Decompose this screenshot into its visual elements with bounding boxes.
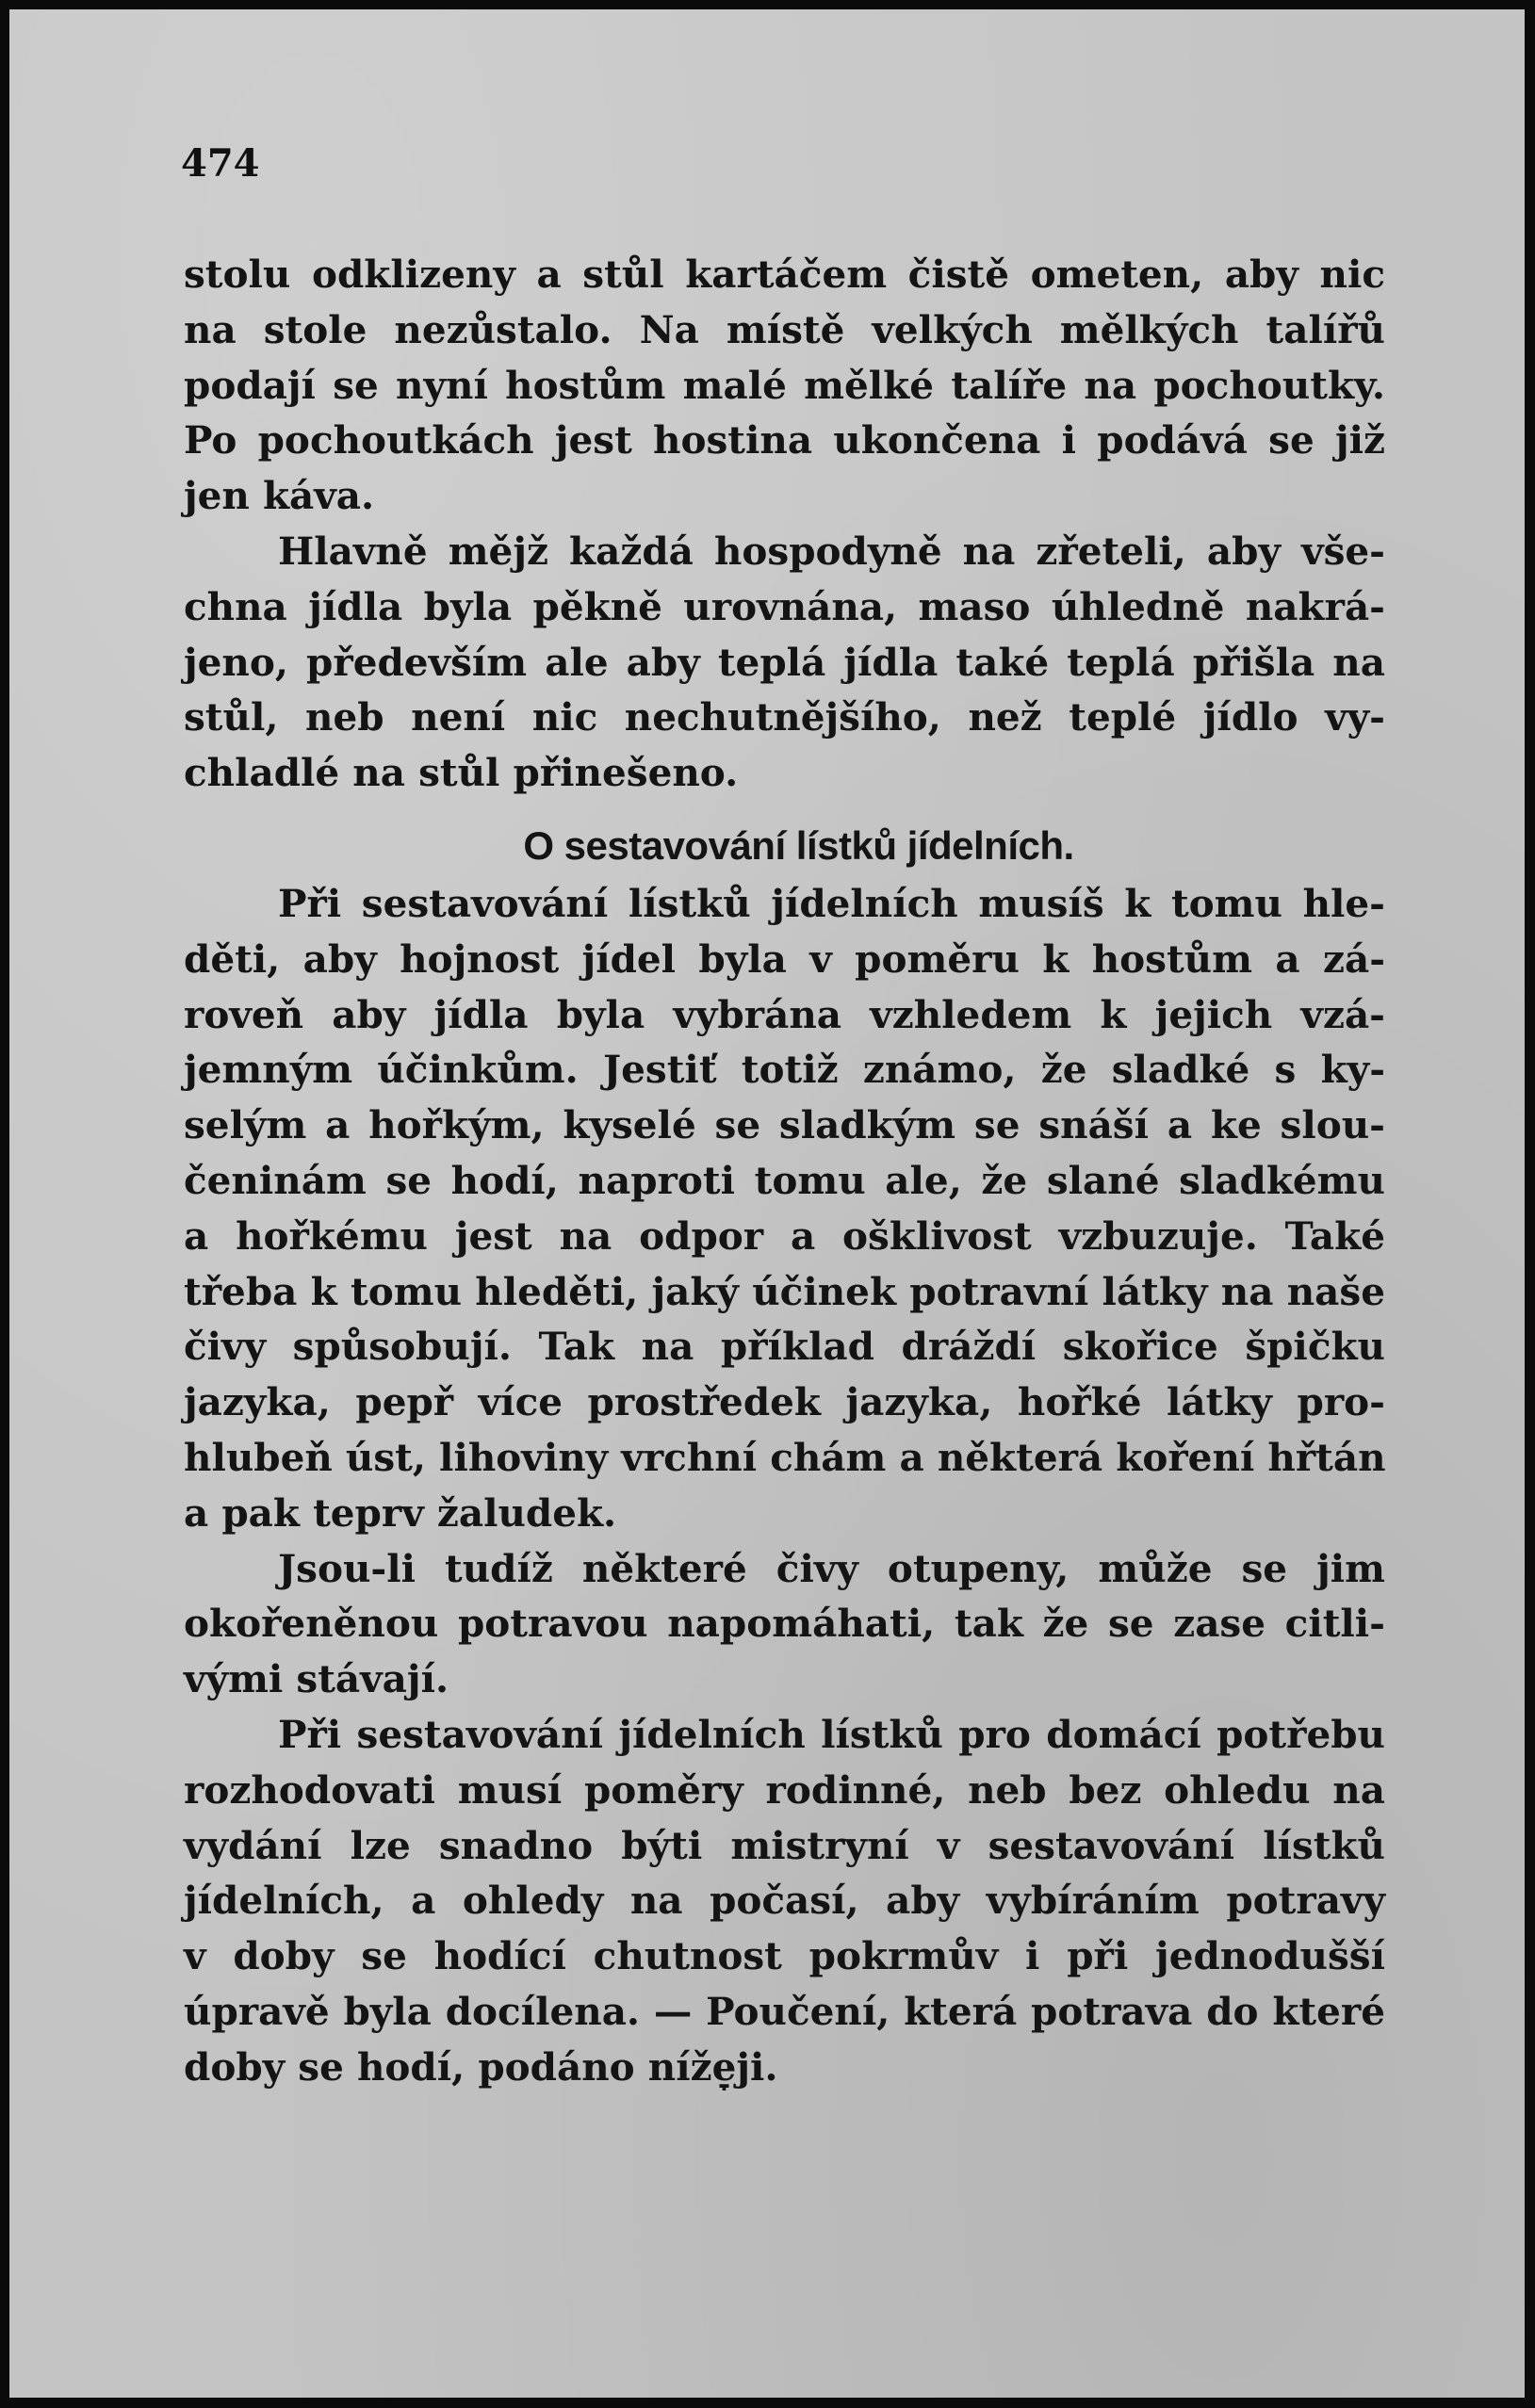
- paragraph-2: [184, 524, 1385, 801]
- text-line: děti, aby hojnost jídel byla v poměru k hostům a zá-: [184, 936, 1385, 982]
- text-line: jemným účinkům. Jestiť totiž známo, že sladké s ky-: [184, 1047, 1385, 1093]
- text-line: podají se nyní hostům malé mělké talíře na pochoutky.: [184, 362, 1385, 408]
- text-line: stůl, neb není nic nechutnějšího, než teplé jídlo vy-: [184, 694, 1385, 740]
- text-line: a pak teprv žaludek.: [184, 1489, 617, 1536]
- text-line: Při sestavování lístků jídelních musíš k tomu hle-: [278, 880, 1385, 926]
- paragraph-4: [184, 1541, 1385, 1707]
- text-line: chna jídla byla pěkně urovnána, maso úhledně nakrá-: [184, 583, 1385, 629]
- paragraph-3: [184, 876, 1385, 1541]
- text-line: roveň aby jídla byla vybrána vzhledem k jejich vzá-: [184, 991, 1385, 1037]
- text-line: Hlavně mějž každá hospodyně na zřeteli, aby vše-: [278, 528, 1385, 574]
- text-line: Při sestavování jídelních lístků pro domácí potřebu: [278, 1711, 1385, 1757]
- page-number: 474: [181, 141, 260, 186]
- text-line: a hořkému jest na odpor a ošklivost vzbuzuje. Také: [184, 1212, 1385, 1259]
- text-line: chladlé na stůl přinešeno.: [184, 750, 739, 796]
- text-line: jen káva.: [184, 473, 375, 519]
- book-page: [9, 9, 1525, 2398]
- text-line: doby se hodí, podáno níže̞ji.: [184, 2043, 778, 2090]
- section-heading: O sestavování lístků jídelních.: [523, 822, 1074, 868]
- text-line: čivy spůsobují. Tak na příklad dráždí skořice špičku: [184, 1324, 1385, 1370]
- text-line: na stole nezůstalo. Na místě velkých mělkých talířů: [184, 306, 1385, 352]
- text-line: čeninám se hodí, naproti tomu ale, že slané sladkému: [184, 1157, 1385, 1203]
- text-line: okořeněnou potravou napomáhati, tak že se zase citli-: [184, 1601, 1385, 1647]
- text-line: jeno, především ale aby teplá jídla také teplá přišla na: [184, 639, 1385, 685]
- text-line: Po pochoutkách jest hostina ukončena i podává se již: [184, 417, 1385, 464]
- text-line: rozhodovati musí poměry rodinné, neb bez ohledu na: [184, 1766, 1385, 1813]
- text-line: úpravě byla docílena. — Poučení, která potrava do které: [184, 1988, 1385, 2034]
- text-line: selým a hořkým, kyselé se sladkým se snáší a ke slou-: [184, 1102, 1385, 1148]
- text-line: jídelních, a ohledy na počasí, aby vybíráním potravy: [184, 1878, 1385, 1924]
- page-text: [184, 247, 1385, 2095]
- text-line: stolu odklizeny a stůl kartáčem čistě ometen, aby nic: [184, 252, 1385, 297]
- text-line: vydání lze snadno býti mistryní v sestavování lístků: [184, 1822, 1385, 1868]
- paragraph-1: [184, 247, 1385, 524]
- text-line: jazyka, pepř více prostředek jazyka, hořké látky pro-: [184, 1379, 1385, 1425]
- text-line: hlubeň úst, lihoviny vrchní chám a některá koření hřtán: [184, 1434, 1386, 1480]
- text-line: třeba k tomu hleděti, jaký účinek potravní látky na naše: [184, 1268, 1385, 1314]
- text-line: v doby se hodící chutnost pokrmův i při jednodušší: [184, 1933, 1385, 1979]
- text-line: vými stávají.: [184, 1656, 449, 1702]
- paragraph-5: [184, 1707, 1385, 2095]
- text-line: Jsou-li tudíž některé čivy otupeny, může se jim: [278, 1545, 1385, 1591]
